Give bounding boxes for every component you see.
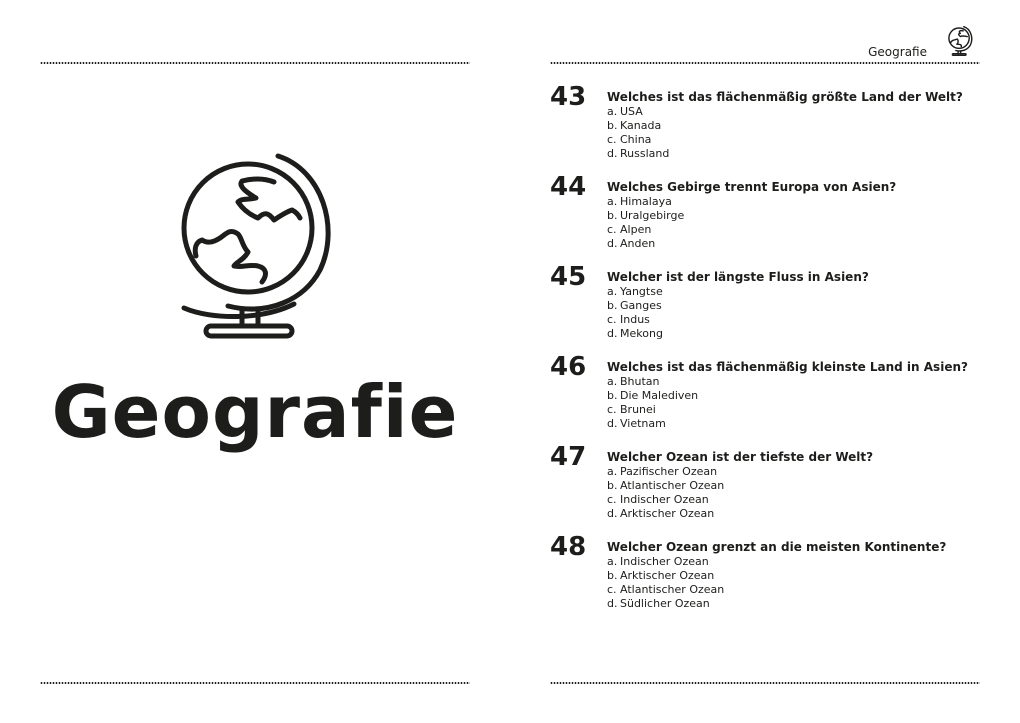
answer-option: a. Indischer Ozean	[607, 555, 709, 568]
question-item	[550, 264, 980, 354]
top-dotted-divider	[550, 62, 980, 64]
answer-option: a. Pazifischer Ozean	[607, 465, 718, 478]
answer-option: c. Indischer Ozean	[607, 493, 709, 506]
answer-options	[607, 555, 724, 611]
answer-option: c. Indus	[607, 313, 650, 326]
answer-option: c. Alpen	[607, 223, 652, 236]
answer-options	[607, 465, 724, 521]
question-number: 45	[550, 262, 587, 292]
question-list	[550, 84, 980, 624]
answer-option: d. Russland	[607, 147, 670, 160]
answer-option: d. Vietnam	[607, 417, 666, 430]
answer-option: d. Mekong	[607, 327, 663, 340]
bottom-dotted-divider	[40, 682, 470, 684]
answer-option: b. Uralgebirge	[607, 209, 685, 222]
question-item	[550, 84, 980, 174]
answer-option: c. China	[607, 133, 652, 146]
question-item	[550, 174, 980, 264]
answer-option: b. Arktischer Ozean	[607, 569, 715, 582]
question-number: 44	[550, 172, 587, 202]
top-dotted-divider	[40, 62, 470, 64]
question-text: Welches Gebirge trennt Europa von Asien?	[607, 180, 897, 194]
answer-option: a. USA	[607, 105, 643, 118]
bottom-dotted-divider	[550, 682, 980, 684]
section-header-label: Geografie	[868, 45, 927, 59]
answer-options	[607, 105, 669, 161]
question-number: 46	[550, 352, 587, 382]
answer-option: b. Die Malediven	[607, 389, 699, 402]
question-number: 48	[550, 532, 587, 562]
question-item	[550, 534, 980, 624]
question-text: Welcher ist der längste Fluss in Asien?	[607, 270, 869, 284]
question-item	[550, 444, 980, 534]
question-item	[550, 354, 980, 444]
answer-options	[607, 195, 684, 251]
question-text: Welches ist das flächenmäßig größte Land der Welt?	[607, 90, 963, 104]
answer-option: c. Brunei	[607, 403, 656, 416]
answer-option: d. Südlicher Ozean	[607, 597, 710, 610]
answer-option: a. Himalaya	[607, 195, 672, 208]
chapter-title: Geografie	[51, 370, 459, 454]
answer-option: b. Ganges	[607, 299, 662, 312]
answer-option: d. Anden	[607, 237, 656, 250]
globe-icon	[947, 25, 973, 57]
answer-option: b. Kanada	[607, 119, 662, 132]
answer-option: d. Arktischer Ozean	[607, 507, 715, 520]
answer-option: a. Yangtse	[607, 285, 663, 298]
question-text: Welcher Ozean grenzt an die meisten Kontinente?	[607, 540, 947, 554]
answer-option: c. Atlantischer Ozean	[607, 583, 725, 596]
answer-option: b. Atlantischer Ozean	[607, 479, 725, 492]
question-text: Welcher Ozean ist der tiefste der Welt?	[607, 450, 874, 464]
question-number: 43	[550, 82, 587, 112]
answer-options	[607, 285, 663, 341]
right-page	[510, 0, 1020, 723]
globe-icon	[172, 148, 336, 344]
question-text: Welches ist das flächenmäßig kleinste Land in Asien?	[607, 360, 968, 374]
answer-option: a. Bhutan	[607, 375, 660, 388]
question-number: 47	[550, 442, 587, 472]
answer-options	[607, 375, 698, 431]
